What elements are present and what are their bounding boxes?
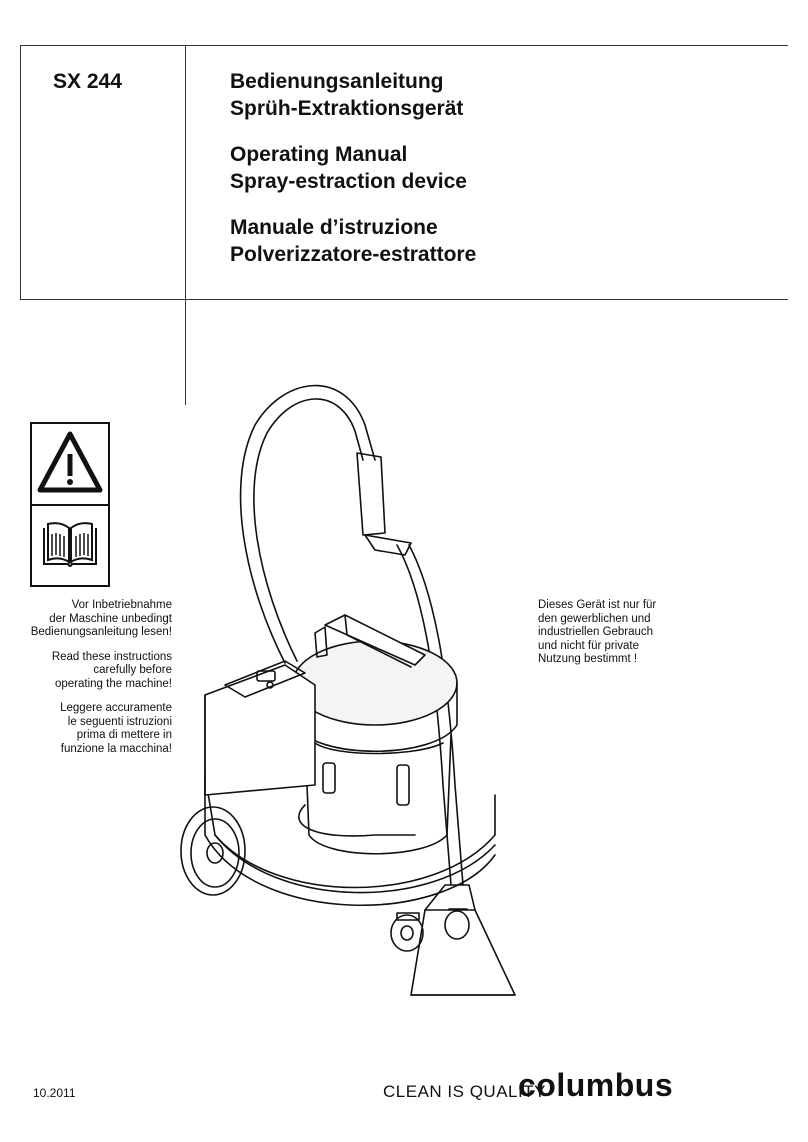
title-english [230, 141, 476, 195]
model-number: SX 244 [53, 70, 122, 93]
title-italian [230, 214, 476, 268]
warning-italian [0, 702, 172, 756]
warning-english [0, 651, 172, 692]
text-line: den gewerblichen und [538, 612, 651, 625]
spray-extraction-machine-illustration [175, 365, 535, 1015]
safety-pictogram [30, 422, 110, 587]
text-line: Vor Inbetriebnahme [71, 599, 172, 611]
text-line: operating the machine! [55, 677, 172, 690]
text-line: industriellen Gebrauch [538, 626, 654, 638]
brand-slogan: CLEAN IS QUALITY [383, 1082, 546, 1101]
open-book-icon [32, 506, 108, 586]
title-line: Operating Manual [230, 143, 408, 166]
text-line: prima di mettere in [76, 729, 172, 741]
subtitle-line: Spray-estraction device [230, 170, 467, 193]
text-line: der Maschine unbedingt [49, 612, 172, 625]
header-column-divider [185, 45, 186, 405]
text-line: carefully before [93, 664, 172, 676]
text-line: Read these instructions [51, 650, 172, 663]
text-line: funzione la macchina! [60, 742, 172, 755]
header-bottom-rule [20, 299, 788, 300]
manual-titles [230, 68, 476, 287]
header-top-rule [20, 45, 788, 46]
text-line: Dieses Gerät ist nur für [538, 599, 657, 611]
title-line: Manuale d’istruzione [230, 216, 438, 239]
warning-german [0, 599, 172, 640]
subtitle-line: Polverizzatore-estrattore [230, 243, 477, 266]
warning-triangle-icon [32, 424, 108, 502]
header-left-rule [20, 45, 21, 300]
text-line: Bedienungsanleitung lesen! [30, 626, 172, 638]
text-line: Nutzung bestimmt ! [538, 653, 638, 665]
subtitle-line: Sprüh-Extraktionsgerät [230, 97, 464, 120]
title-german [230, 68, 476, 122]
text-line: und nicht für private [538, 639, 640, 652]
publication-date: 10.2011 [33, 1086, 76, 1100]
columbus-logo: columbus [518, 1067, 674, 1103]
commercial-use-notice [538, 599, 688, 667]
title-line: Bedienungsanleitung [230, 70, 444, 93]
text-line: le seguenti istruzioni [67, 715, 172, 728]
read-instructions-warning [0, 599, 172, 767]
text-line: Leggere accuramente [60, 702, 172, 714]
